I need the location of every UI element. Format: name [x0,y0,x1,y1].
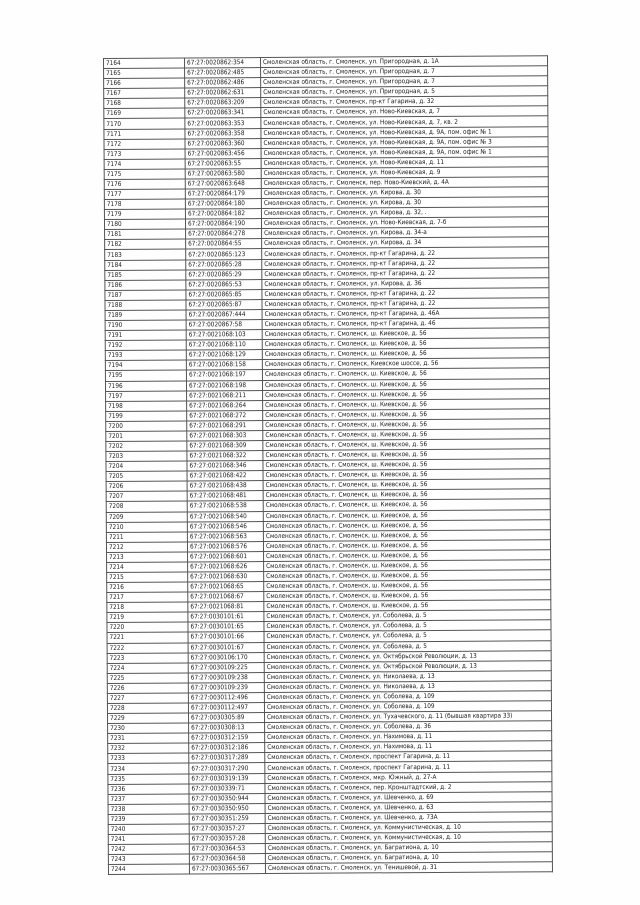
address-cell: Смоленская область, г. Смоленск, ш. Киевское, д. 56 [263,469,550,481]
cadastral-number-cell: 67:27:0030112:496 [188,692,264,703]
row-number-cell: 7225 [107,673,188,684]
cadastral-number-cell: 67:27:0021068:538 [187,501,263,512]
row-number-cell: 7217 [107,592,188,603]
row-number-cell: 7242 [108,844,189,855]
row-number-cell: 7172 [104,139,185,150]
row-number-cell: 7189 [105,310,186,321]
cadastral-number-cell: 67:27:0030109:238 [188,672,264,683]
address-cell: Смоленская область, г. Смоленск, ул. Шевченко, д. 73А [265,812,552,824]
row-number-cell: 7221 [107,632,188,643]
cadastral-number-cell: 67:27:0020863:456 [185,148,261,159]
address-cell: Смоленская область, г. Смоленск, ул. Соболева, д. 36 [265,721,552,733]
row-number-cell: 7188 [105,300,186,311]
address-cell: Смоленская область, г. Смоленск, ул. Пригородная, д. 7 [261,66,548,78]
cadastral-number-cell: 67:27:0021068:438 [187,481,263,492]
cadastral-number-cell: 67:27:0021068:198 [186,380,262,391]
row-number-cell: 7175 [104,169,185,180]
cadastral-number-cell: 67:27:0020864:55 [186,239,262,250]
cadastral-number-cell: 67:27:0021068:67 [188,592,264,603]
cadastral-number-cell: 67:27:0020865:123 [186,249,262,260]
cadastral-number-cell: 67:27:0021068:630 [188,572,264,583]
row-number-cell: 7238 [108,804,189,815]
address-cell: Смоленская область, г. Смоленск, ул. Ново-Киевская, д. 9А, пом. офис № 1 [261,126,548,138]
address-cell: Смоленская область, г. Смоленск, ш. Киевское, д. 56 [263,449,550,461]
cadastral-number-cell: 67:27:0020867:58 [186,320,262,331]
address-cell: Смоленская область, г. Смоленск, ул. Пригородная, д. 5 [261,86,548,98]
row-number-cell: 7191 [105,330,186,341]
row-number-cell: 7179 [104,209,185,220]
address-cell: Смоленская область, г. Смоленск, пр-кт Гагарина, д. 46А [262,308,549,320]
row-number-cell: 7227 [107,693,188,704]
cadastral-number-cell: 67:27:0020862:486 [185,78,261,89]
address-cell: Смоленская область, г. Смоленск, ул. Николаева, д. 13 [264,681,551,693]
cadastral-number-cell: 67:27:0020862:354 [185,58,261,69]
row-number-cell: 7180 [104,219,185,230]
row-number-cell: 7226 [107,683,188,694]
address-cell: Смоленская область, г. Смоленск, проспект Гагарина, д. 11 [265,761,552,773]
row-number-cell: 7232 [108,743,189,754]
address-cell: Смоленская область, г. Смоленск, ул. Соболева, д. 5 [264,620,551,632]
address-cell: Смоленская область, г. Смоленск, ул. Кирова, д. 30 [261,197,548,209]
address-cell: Смоленская область, г. Смоленск, ул. Кирова, д. 30 [261,187,548,199]
row-number-cell: 7200 [106,421,187,432]
row-number-cell: 7169 [104,108,185,119]
row-number-cell: 7166 [104,78,185,89]
row-number-cell: 7196 [105,380,186,391]
address-cell: Смоленская область, г. Смоленск, ш. Киевское, д. 56 [263,509,550,521]
cadastral-number-cell: 67:27:0020862:485 [185,68,261,79]
address-cell: Смоленская область, г. Смоленск, ш. Киевское, д. 56 [263,540,550,552]
cadastral-number-cell: 67:27:0030357:28 [189,834,265,845]
cadastral-number-cell: 67:27:0030101:66 [188,632,264,643]
cadastral-number-cell: 67:27:0021068:110 [186,340,262,351]
row-number-cell: 7184 [105,260,186,271]
row-number-cell: 7205 [106,471,187,482]
cadastral-number-cell: 67:27:0020863:648 [185,178,261,189]
row-number-cell: 7216 [107,582,188,593]
cadastral-number-cell: 67:27:0021068:626 [188,561,264,572]
row-number-cell: 7228 [107,703,188,714]
address-cell: Смоленская область, г. Смоленск, ул. Кирова, д. 34-а [262,227,549,239]
cadastral-number-cell: 67:27:0020863:209 [185,98,261,109]
address-cell: Смоленская область, г. Смоленск, пр-кт Гагарина, д. 46 [262,318,549,330]
address-cell: Смоленская область, г. Смоленск, ш. Киевское, д. 56 [264,600,551,612]
row-number-cell: 7223 [107,653,188,664]
row-number-cell: 7181 [105,229,186,240]
row-number-cell: 7206 [106,481,187,492]
cadastral-number-cell: 67:27:0020867:444 [186,309,262,320]
row-number-cell: 7176 [104,179,185,190]
row-number-cell: 7218 [107,602,188,613]
row-number-cell: 7164 [104,58,185,69]
row-number-cell: 7182 [105,239,186,250]
address-cell: Смоленская область, г. Смоленск, ул. Багратиона, д. 10 [265,842,552,854]
cadastral-number-cell: 67:27:0020863:353 [185,118,261,129]
address-cell: Смоленская область, г. Смоленск, ул. Ново-Киевская, д. 11 [261,157,548,169]
address-cell: Смоленская область, г. Смоленск, ул. Кирова, д. 36 [262,277,549,289]
address-cell: Смоленская область, г. Смоленск, ул. Ново-Киевская, д. 9А, пом. офис № 3 [261,136,548,148]
address-cell: Смоленская область, г. Смоленск, ул. Николаева, д. 13 [264,671,551,683]
row-number-cell: 7214 [107,562,188,573]
address-cell: Смоленская область, г. Смоленск, Киевское шоссе, д. 56 [262,358,549,370]
cadastral-number-cell: 67:27:0021068:303 [187,430,263,441]
row-number-cell: 7243 [108,854,189,865]
row-number-cell: 7207 [106,491,187,502]
address-cell: Смоленская область, г. Смоленск, ш. Киевское, д. 56 [263,459,550,471]
address-cell: Смоленская область, г. Смоленск, мкр. Южный, д. 27-А [265,771,552,783]
row-number-cell: 7193 [105,350,186,361]
address-cell: Смоленская область, г. Смоленск, ш. Киевское, д. 56 [263,398,550,410]
address-cell: Смоленская область, г. Смоленск, ш. Киевское, д. 56 [263,429,550,441]
row-number-cell: 7213 [107,552,188,563]
cadastral-number-cell: 67:27:0020862:631 [185,88,261,99]
cadastral-number-cell: 67:27:0030364:58 [189,854,265,865]
cadastral-number-cell: 67:27:0020863:358 [185,128,261,139]
address-cell: Смоленская область, г. Смоленск, ш. Киевское, д. 56 [264,560,551,572]
cadastral-number-cell: 67:27:0030312:159 [189,733,265,744]
cadastral-number-cell: 67:27:0030350:950 [189,803,265,814]
row-number-cell: 7186 [105,280,186,291]
cadastral-number-cell: 67:27:0030312:186 [189,743,265,754]
cadastral-number-cell: 67:27:0020863:55 [185,158,261,169]
cadastral-number-cell: 67:27:0030319:139 [189,773,265,784]
address-cell: Смоленская область, г. Смоленск, ул. Шевченко, д. 63 [265,802,552,814]
cadastral-number-cell: 67:27:0021068:540 [187,511,263,522]
row-number-cell: 7208 [106,501,187,512]
row-number-cell: 7170 [104,118,185,129]
row-number-cell: 7174 [104,159,185,170]
row-number-cell: 7215 [107,572,188,583]
row-number-cell: 7168 [104,98,185,109]
address-cell: Смоленская область, г. Смоленск, ш. Киевское, д. 56 [263,409,550,421]
row-number-cell: 7210 [106,522,187,533]
cadastral-number-cell: 67:27:0020863:360 [185,138,261,149]
address-cell: Смоленская область, г. Смоленск, пер. Кронштадтский, д. 2 [265,781,552,793]
cadastral-number-cell: 67:27:0021068:546 [187,521,263,532]
row-number-cell: 7202 [106,441,187,452]
row-number-cell: 7237 [108,794,189,805]
row-number-cell: 7240 [108,824,189,835]
cadastral-number-cell: 67:27:0020864:182 [185,209,261,220]
address-cell: Смоленская область, г. Смоленск, ул. Кирова, д. 34 [262,237,549,249]
cadastral-number-cell: 67:27:0030317:289 [189,753,265,764]
cadastral-number-cell: 67:27:0021068:422 [187,471,263,482]
row-number-cell: 7199 [106,411,187,422]
row-number-cell: 7178 [104,199,185,210]
address-cell: Смоленская область, г. Смоленск, ул. Пригородная, д. 7 [261,76,548,88]
address-cell: Смоленская область, г. Смоленск, ул. Октябрьской Революции, д. 13 [264,660,551,672]
cadastral-number-cell: 67:27:0030109:225 [188,662,264,673]
address-cell: Смоленская область, г. Смоленск, пр-кт Гагарина, д. 22 [262,247,549,259]
address-cell: Смоленская область, г. Смоленск, ул. Пригородная, д. 1А [261,56,548,68]
cadastral-number-cell: 67:27:0021068:576 [187,541,263,552]
address-cell: Смоленская область, г. Смоленск, ул. Октябрьской Революции, д. 13 [264,650,551,662]
cadastral-number-cell: 67:27:0030112:497 [188,703,264,714]
address-cell: Смоленская область, г. Смоленск, ул. Ново-Киевская, д. 9 [261,167,548,179]
row-number-cell: 7203 [106,451,187,462]
address-cell: Смоленская область, г. Смоленск, ш. Киевское, д. 56 [263,388,550,400]
cadastral-number-cell: 67:27:0021068:81 [188,602,264,613]
address-cell: Смоленская область, г. Смоленск, ш. Киевское, д. 56 [263,439,550,451]
address-cell: Смоленская область, г. Смоленск, ул. Ново-Киевская, д. 9А, пом. офис № 1 [261,146,548,158]
cadastral-number-cell: 67:27:0021068:264 [187,400,263,411]
row-number-cell: 7177 [104,189,185,200]
address-cell: Смоленская область, г. Смоленск, пр-кт Гагарина, д. 22 [262,267,549,279]
row-number-cell: 7167 [104,88,185,99]
row-number-cell: 7233 [108,753,189,764]
row-number-cell: 7209 [106,512,187,523]
cadastral-number-cell: 67:27:0030101:65 [188,622,264,633]
address-cell: Смоленская область, г. Смоленск, ул. Багратиона, д. 10 [265,852,552,864]
address-cell: Смоленская область, г. Смоленск, ш. Киевское, д. 56 [264,550,551,562]
row-number-cell: 7185 [105,270,186,281]
cadastral-number-cell: 67:27:0021068:309 [187,440,263,451]
address-cell: Смоленская область, г. Смоленск, ш. Киевское, д. 56 [263,529,550,541]
row-number-cell: 7173 [104,149,185,160]
row-number-cell: 7239 [108,814,189,825]
row-number-cell: 7183 [105,249,186,260]
address-cell: Смоленская область, г. Смоленск, ул. Нахимова, д. 11 [265,741,552,753]
cadastral-number-cell: 67:27:0021068:601 [188,551,264,562]
row-number-cell: 7231 [108,733,189,744]
row-number-cell: 7241 [108,834,189,845]
address-cell: Смоленская область, г. Смоленск, ул. Шевченко, д. 69 [265,791,552,803]
address-cell: Смоленская область, г. Смоленск, ул. Соболева, д. 109 [264,701,551,713]
row-number-cell: 7195 [105,370,186,381]
row-number-cell: 7219 [107,612,188,623]
row-number-cell: 7192 [105,340,186,351]
address-cell: Смоленская область, г. Смоленск, ул. Тухачевского, д. 11 (бывшая квартира 33) [265,711,552,723]
cadastral-number-cell: 67:27:0020865:53 [186,279,262,290]
address-cell: Смоленская область, г. Смоленск, ш. Киевское, д. 56 [262,378,549,390]
cadastral-number-cell: 67:27:0030101:67 [188,642,264,653]
address-cell: Смоленская область, г. Смоленск, ш. Киевское, д. 56 [264,590,551,602]
cadastral-number-cell: 67:27:0020863:580 [185,168,261,179]
address-cell: Смоленская область, г. Смоленск, ш. Киевское, д. 56 [263,489,550,501]
cadastral-number-cell: 67:27:0030317:290 [189,763,265,774]
cadastral-number-cell: 67:27:0030308:13 [189,723,265,734]
address-cell: Смоленская область, г. Смоленск, ш. Киевское, д. 56 [263,419,550,431]
address-cell: Смоленская область, г. Смоленск, пр-кт Гагарина, д. 22 [262,257,549,269]
cadastral-number-cell: 67:27:0020863:341 [185,108,261,119]
address-cell: Смоленская область, г. Смоленск, пер. Ново-Киевский, д. 4А [261,177,548,189]
address-cell: Смоленская область, г. Смоленск, проспект Гагарина, д. 11 [265,751,552,763]
row-number-cell: 7204 [106,461,187,472]
cadastral-number-cell: 67:27:0030101:61 [188,612,264,623]
cadastral-number-cell: 67:27:0030350:944 [189,793,265,804]
address-cell: Смоленская область, г. Смоленск, пр-кт Гагарина, д. 22 [262,288,549,300]
address-cell: Смоленская область, г. Смоленск, пр-кт Гагарина, д. 22 [262,298,549,310]
table-row [108,862,552,875]
cadastral-number-cell: 67:27:0030305:89 [189,713,265,724]
row-number-cell: 7198 [106,401,187,412]
cadastral-number-cell: 67:27:0021068:158 [186,360,262,371]
address-cell: Смоленская область, г. Смоленск, ул. Нахимова, д. 11 [265,731,552,743]
address-cell: Смоленская область, г. Смоленск, ш. Киевское, д. 56 [264,570,551,582]
row-number-cell: 7230 [108,723,189,734]
address-cell: Смоленская область, г. Смоленск, ул. Тенишевой, д. 31 [265,862,552,874]
cadastral-number-cell: 67:27:0020864:179 [185,189,261,200]
address-cell: Смоленская область, г. Смоленск, ш. Киевское, д. 56 [262,348,549,360]
cadastral-number-cell: 67:27:0030106:170 [188,652,264,663]
cadastral-number-cell: 67:27:0021068:197 [186,370,262,381]
cadastral-number-cell: 67:27:0030365:567 [189,864,265,875]
address-cell: Смоленская область, г. Смоленск, ул. Ново-Киевская, д. 7 [261,106,548,118]
registry-table [103,55,553,875]
row-number-cell: 7236 [108,784,189,795]
address-cell: Смоленская область, г. Смоленск, ул. Соболева, д. 5 [264,630,551,642]
row-number-cell: 7222 [107,643,188,654]
row-number-cell: 7235 [108,774,189,785]
address-cell: Смоленская область, г. Смоленск, ул. Соболева, д. 5 [264,640,551,652]
cadastral-number-cell: 67:27:0030109:239 [188,682,264,693]
row-number-cell: 7197 [106,391,187,402]
address-cell: Смоленская область, г. Смоленск, ул. Ново-Киевская, д. 7, кв. 2 [261,116,548,128]
cadastral-number-cell: 67:27:0020865:28 [186,259,262,270]
cadastral-number-cell: 67:27:0021068:291 [187,420,263,431]
cadastral-number-cell: 67:27:0020864:278 [186,229,262,240]
row-number-cell: 7212 [106,542,187,553]
address-cell: Смоленская область, г. Смоленск, ш. Киевское, д. 56 [263,519,550,531]
cadastral-number-cell: 67:27:0021068:211 [187,390,263,401]
cadastral-number-cell: 67:27:0021068:346 [187,461,263,472]
row-number-cell: 7190 [105,320,186,331]
cadastral-number-cell: 67:27:0020864:190 [185,219,261,230]
address-cell: Смоленская область, г. Смоленск, ул. Кирова, д. 32, . [261,207,548,219]
cadastral-number-cell: 67:27:0020865:87 [186,299,262,310]
address-cell: Смоленская область, г. Смоленск, ул. Соболева, д. 109 [264,691,551,703]
registry-table-body [104,56,553,875]
cadastral-number-cell: 67:27:0021068:65 [188,582,264,593]
row-number-cell: 7244 [108,864,189,875]
row-number-cell: 7211 [106,532,187,543]
address-cell: Смоленская область, г. Смоленск, пр-кт Гагарина, д. 32 [261,96,548,108]
address-cell: Смоленская область, г. Смоленск, ул. Коммунистическая, д. 10 [265,832,552,844]
row-number-cell: 7171 [104,129,185,140]
cadastral-number-cell: 67:27:0030339:71 [189,783,265,794]
row-number-cell: 7224 [107,663,188,674]
cadastral-number-cell: 67:27:0021068:563 [187,531,263,542]
row-number-cell: 7201 [106,431,187,442]
cadastral-number-cell: 67:27:0021068:129 [186,350,262,361]
address-cell: Смоленская область, г. Смоленск, ш. Киевское, д. 56 [262,368,549,380]
cadastral-number-cell: 67:27:0021068:103 [186,330,262,341]
address-cell: Смоленская область, г. Смоленск, ш. Киевское, д. 56 [262,328,549,340]
row-number-cell: 7194 [105,360,186,371]
cadastral-number-cell: 67:27:0020865:85 [186,289,262,300]
cadastral-number-cell: 67:27:0030351:259 [189,813,265,824]
cadastral-number-cell: 67:27:0021068:272 [187,410,263,421]
row-number-cell: 7165 [104,68,185,79]
address-cell: Смоленская область, г. Смоленск, ул. Ново-Киевская, д. 7-б [261,217,548,229]
row-number-cell: 7187 [105,290,186,301]
address-cell: Смоленская область, г. Смоленск, ш. Киевское, д. 56 [262,338,549,350]
cadastral-number-cell: 67:27:0021068:322 [187,451,263,462]
cadastral-number-cell: 67:27:0030364:53 [189,844,265,855]
address-cell: Смоленская область, г. Смоленск, ш. Киевское, д. 56 [264,580,551,592]
address-cell: Смоленская область, г. Смоленск, ул. Коммунистическая, д. 10 [265,822,552,834]
cadastral-number-cell: 67:27:0030357:27 [189,823,265,834]
row-number-cell: 7229 [108,713,189,724]
address-cell: Смоленская область, г. Смоленск, ш. Киевское, д. 56 [263,499,550,511]
row-number-cell: 7234 [108,763,189,774]
address-cell: Смоленская область, г. Смоленск, ул. Соболева, д. 5 [264,610,551,622]
cadastral-number-cell: 67:27:0020864:180 [185,199,261,210]
row-number-cell: 7220 [107,622,188,633]
cadastral-number-cell: 67:27:0020865:29 [186,269,262,280]
cadastral-number-cell: 67:27:0021068:481 [187,491,263,502]
address-cell: Смоленская область, г. Смоленск, ш. Киевское, д. 56 [263,479,550,491]
